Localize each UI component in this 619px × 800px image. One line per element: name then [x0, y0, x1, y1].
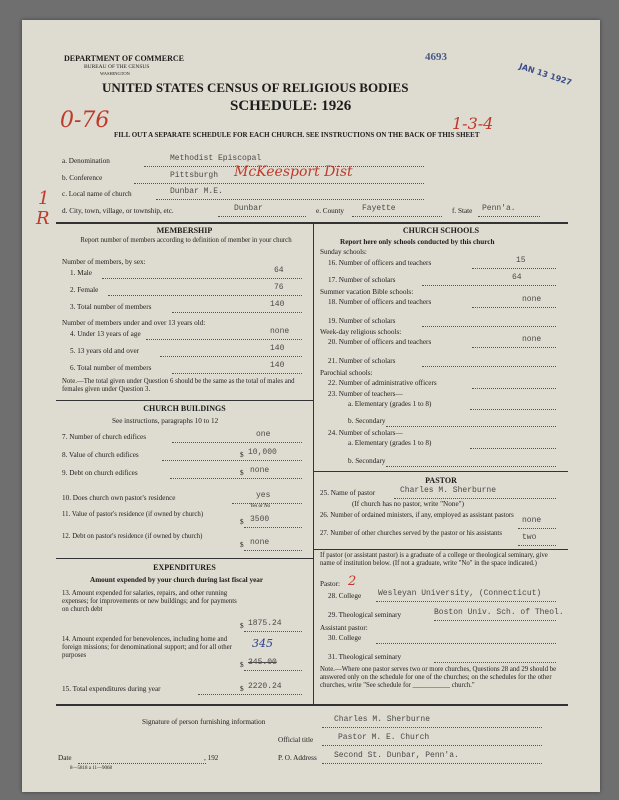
form-title: UNITED STATES CENSUS OF RELIGIOUS BODIES	[102, 80, 409, 95]
expenditures-title: EXPENDITURES	[153, 563, 216, 572]
q2-value: 76	[274, 283, 284, 292]
census-schedule-sheet	[22, 20, 600, 792]
summer-label: Summer vacation Bible schools:	[320, 288, 414, 296]
q9-value: none	[250, 466, 270, 475]
district-handwriting: McKeesport Dist	[234, 164, 353, 180]
q13-label: 13. Amount expended for salaries, repairs, and other running expenses; for improvements or new buildings; and for payments on church debt	[62, 590, 237, 613]
q1-label: 1. Male	[70, 269, 92, 277]
q12-value: none	[250, 538, 270, 547]
sunday-label: Sunday schools:	[320, 248, 367, 256]
denomination-label: a. Denomination	[62, 157, 110, 165]
weekday-label: Week-day religious schools:	[320, 328, 402, 336]
membership-title: MEMBERSHIP	[156, 226, 213, 235]
q19-label: 19. Number of scholars	[328, 317, 396, 325]
q27-value: two	[522, 533, 537, 542]
q3-value: 140	[270, 300, 285, 309]
by-sex-label: Number of members, by sex:	[62, 258, 146, 266]
local-name-label: c. Local name of church	[62, 190, 132, 198]
signature-label: Signature of person furnishing information	[142, 718, 266, 726]
q8-value: 10,000	[248, 448, 277, 457]
q7-label: 7. Number of church edifices	[62, 433, 147, 441]
q16-value: 15	[516, 256, 526, 265]
q26-label: 26. Number of ordained ministers, if any, employed as assistant pastors	[320, 512, 514, 519]
q9-label: 9. Debt on church edifices	[62, 469, 138, 477]
instruction-line: FILL OUT A SEPARATE SCHEDULE FOR EACH CHURCH. SEE INSTRUCTIONS ON THE BACK OF THIS SHEET	[114, 131, 480, 139]
q15-dollar: $	[240, 685, 244, 693]
membership-note: Note.—The total given under Question 6 should be the same as the total of males and females given under Question 3.	[62, 378, 295, 393]
q14-value: 345.00	[248, 658, 277, 667]
yes-no-caption: Yes or No	[250, 504, 271, 509]
q13-value: 1875.24	[248, 619, 282, 628]
pastor-note: Note.—Where one pastor serves two or more churches, Questions 28 and 29 should be answered only on the schedule for one of the churches; on the schedules for the other churches, write "See schedule for ___________ church."	[320, 666, 557, 689]
q15-label: 15. Total expenditures during year	[62, 685, 161, 693]
received-stamp: JAN 13 1927	[517, 61, 573, 88]
q15-value: 2220.24	[248, 682, 282, 691]
q7-value: one	[256, 430, 271, 439]
q12-label: 12. Debt on pastor's residence (if owned by church)	[62, 533, 203, 540]
q16-label: 16. Number of officers and teachers	[328, 259, 432, 267]
expenditures-intro: Amount expended by your church during last fiscal year	[90, 576, 264, 584]
q18-label: 18. Number of officers and teachers	[328, 298, 432, 306]
q10-label: 10. Does church own pastor's residence	[62, 494, 176, 502]
q23-label: 23. Number of teachers—	[328, 390, 403, 398]
parochial-label: Parochial schools:	[320, 369, 373, 377]
q21-label: 21. Number of scholars	[328, 357, 396, 365]
q18-value: none	[522, 295, 542, 304]
margin-mark-r: R	[36, 208, 50, 229]
q25-value: Charles M. Sherburne	[400, 486, 497, 495]
q24a-label: a. Elementary (grades 1 to 8)	[348, 439, 432, 447]
q8-dollar: $	[240, 451, 244, 459]
q25-note: (If church has no pastor, write "None")	[352, 500, 464, 508]
bureau-name: BUREAU OF THE CENSUS	[84, 64, 150, 70]
city-value: Dunbar	[234, 204, 263, 213]
buildings-title: CHURCH BUILDINGS	[143, 404, 226, 413]
q4-label: 4. Under 13 years of age	[70, 330, 141, 338]
state-value: Penn'a.	[482, 204, 516, 213]
q20-value: none	[522, 335, 542, 344]
date-label: Date	[58, 754, 72, 762]
dept-name: DEPARTMENT OF COMMERCE	[64, 54, 185, 63]
county-label: e. County	[316, 207, 344, 215]
q6-value: 140	[270, 361, 285, 370]
q5-label: 5. 13 years old and over	[70, 347, 140, 355]
membership-intro: Report number of members according to definition of member in your church	[80, 237, 292, 244]
q11-label: 11. Value of pastor's residence (if owned by church)	[62, 511, 204, 518]
conference-value: Pittsburgh	[170, 171, 219, 180]
q3-label: 3. Total number of members	[70, 303, 152, 311]
denomination-value: Methodist Episcopal	[170, 154, 262, 163]
q28-value: Wesleyan University, (Connecticut)	[378, 589, 542, 598]
pastor-subhead: Pastor:	[320, 580, 340, 588]
q23a-label: a. Elementary (grades 1 to 8)	[348, 400, 432, 408]
red-date: 1-3-4	[452, 114, 494, 133]
q20-label: 20. Number of officers and teachers	[328, 338, 432, 346]
pastor-red-mark: 2	[348, 574, 357, 589]
conference-label: b. Conference	[62, 174, 103, 182]
q14-label: 14. Amount expended for benevolences, including home and foreign missions; for denominational support; and for all other purposes	[62, 636, 232, 659]
schedule-title: SCHEDULE: 1926	[230, 98, 352, 114]
q11-dollar: $	[240, 518, 244, 526]
official-title-value: Pastor M. E. Church	[338, 733, 430, 742]
q11-value: 3500	[250, 515, 270, 524]
q14-handwritten: 345	[252, 637, 273, 650]
q14-dollar: $	[240, 661, 244, 669]
q24b-label: b. Secondary	[348, 457, 386, 465]
q17-value: 64	[512, 273, 522, 282]
schedule-number: 4693	[425, 51, 447, 63]
graduate-note: If pastor (or assistant pastor) is a graduate of a college or theological seminary, give name of institution below. (If not a graduate, write "No" in the space indicated.)	[320, 552, 548, 567]
q1-value: 64	[274, 266, 284, 275]
county-value: Fayette	[362, 204, 396, 213]
city-name: WASHINGTON	[100, 71, 130, 76]
q25-label: 25. Name of pastor	[320, 489, 376, 497]
q30-label: 30. College	[328, 634, 362, 642]
q6-label: 6. Total number of members	[70, 364, 152, 372]
official-title-label: Official title	[278, 736, 314, 744]
q4-value: none	[270, 327, 290, 336]
date-year: , 192	[204, 754, 219, 762]
q10-value: yes	[256, 491, 271, 500]
schools-title: CHURCH SCHOOLS	[402, 226, 480, 235]
schools-intro: Report here only schools conducted by this church	[340, 238, 495, 246]
margin-mark-1: 1	[38, 188, 50, 209]
q17-label: 17. Number of scholars	[328, 276, 396, 284]
q29-label: 29. Theological seminary	[328, 611, 402, 619]
q13-dollar: $	[240, 622, 244, 630]
q29-value: Boston Univ. Sch. of Theol.	[434, 608, 564, 617]
print-code: 8—5818 a 11—9068	[70, 766, 113, 771]
red-code: 0-76	[60, 108, 110, 133]
age-intro: Number of members under and over 13 years old:	[62, 319, 206, 327]
local-name-value: Dunbar M.E.	[170, 187, 223, 196]
q28-label: 28. College	[328, 592, 362, 600]
city-label: d. City, town, village, or township, etc.	[62, 207, 174, 215]
signature-value: Charles M. Sherburne	[334, 715, 431, 724]
q31-label: 31. Theological seminary	[328, 653, 402, 661]
po-address-value: Second St. Dunbar, Penn'a.	[334, 751, 459, 760]
po-address-label: P. O. Address	[278, 754, 317, 762]
state-label: f. State	[452, 207, 473, 215]
q5-value: 140	[270, 344, 285, 353]
q24-label: 24. Number of scholars—	[328, 429, 403, 437]
q23b-label: b. Secondary	[348, 417, 386, 425]
q12-dollar: $	[240, 541, 244, 549]
q2-label: 2. Female	[70, 286, 99, 294]
q8-label: 8. Value of church edifices	[62, 451, 139, 459]
assistant-subhead: Assistant pastor:	[320, 624, 368, 632]
q26-value: none	[522, 516, 542, 525]
q9-dollar: $	[240, 469, 244, 477]
q22-label: 22. Number of administrative officers	[328, 379, 437, 387]
pastor-title: PASTOR	[425, 476, 457, 485]
buildings-intro: See instructions, paragraphs 10 to 12	[112, 417, 219, 425]
q27-label: 27. Number of other churches served by the pastor or his assistants	[320, 530, 502, 537]
